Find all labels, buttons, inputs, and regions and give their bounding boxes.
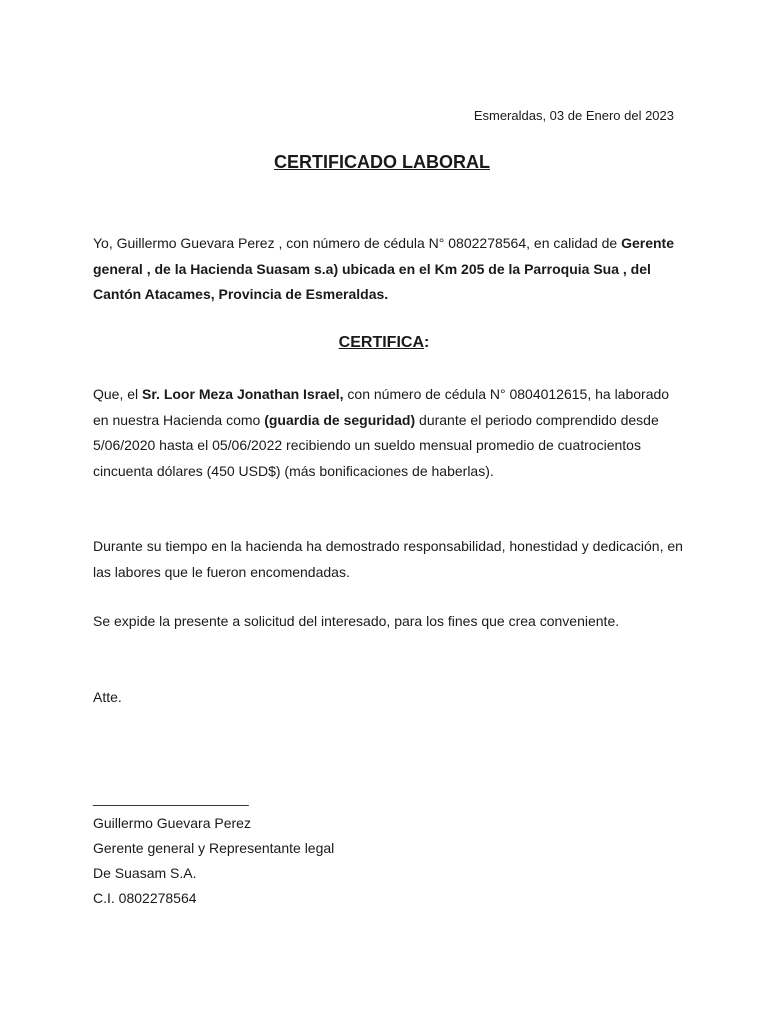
signer-name: Guillermo Guevara Perez <box>93 815 251 831</box>
date-line: Esmeraldas, 03 de Enero del 2023 <box>473 108 674 123</box>
conduct-paragraph: Durante su tiempo en la hacienda ha demostrado responsabilidad, honestidad y dedicación, en las labores que le fueron encomendadas. <box>93 538 683 580</box>
certifica-heading <box>0 334 768 352</box>
certifica-label: CERTIFICA <box>338 334 424 351</box>
signer-company: De Suasam S.A. <box>93 865 197 881</box>
signature-block <box>93 786 334 911</box>
signature-line: ____________________ <box>93 790 249 806</box>
signer-role: Gerente general y Representante legal <box>93 840 335 856</box>
document-title-text: CERTIFICADO LABORAL <box>274 152 490 172</box>
closing-text: Atte. <box>93 689 122 705</box>
issue-paragraph: Se expide la presente a solicitud del interesado, para los fines que crea conveniente. <box>93 613 620 629</box>
body-text-2: con número de cédula N° 0804012615, ha laborado en nuestra Hacienda como <box>93 386 670 428</box>
employee-name: Sr. Loor Meza Jonathan Israel, <box>142 386 344 402</box>
document-title <box>0 152 768 173</box>
employee-position: (guardia de seguridad) <box>264 411 416 428</box>
certifica-colon: : <box>424 334 430 351</box>
body-text-1: Que, el <box>93 386 143 402</box>
body-text-3: durante el periodo comprendido desde 5/06/2020 hasta el 05/06/2022 recibiendo un sueldo mensual promedio de cuatrocientos cincuenta dólares (450 USD$) (más bonificaciones de haberlas). <box>93 411 659 479</box>
signer-id: C.I. 0802278564 <box>93 890 197 906</box>
intro-bold-text: Gerente general , de la Hacienda Suasam s.a) ubicada en el Km 205 de la Parroquia Sua , del Cantón Atacames, Provincia de Esmeraldas. <box>93 235 675 302</box>
intro-paragraph <box>93 231 683 308</box>
body-paragraph <box>93 382 683 484</box>
intro-text: Yo, Guillermo Guevara Perez , con número de cédula N° 0802278564, en calidad de <box>93 235 622 251</box>
